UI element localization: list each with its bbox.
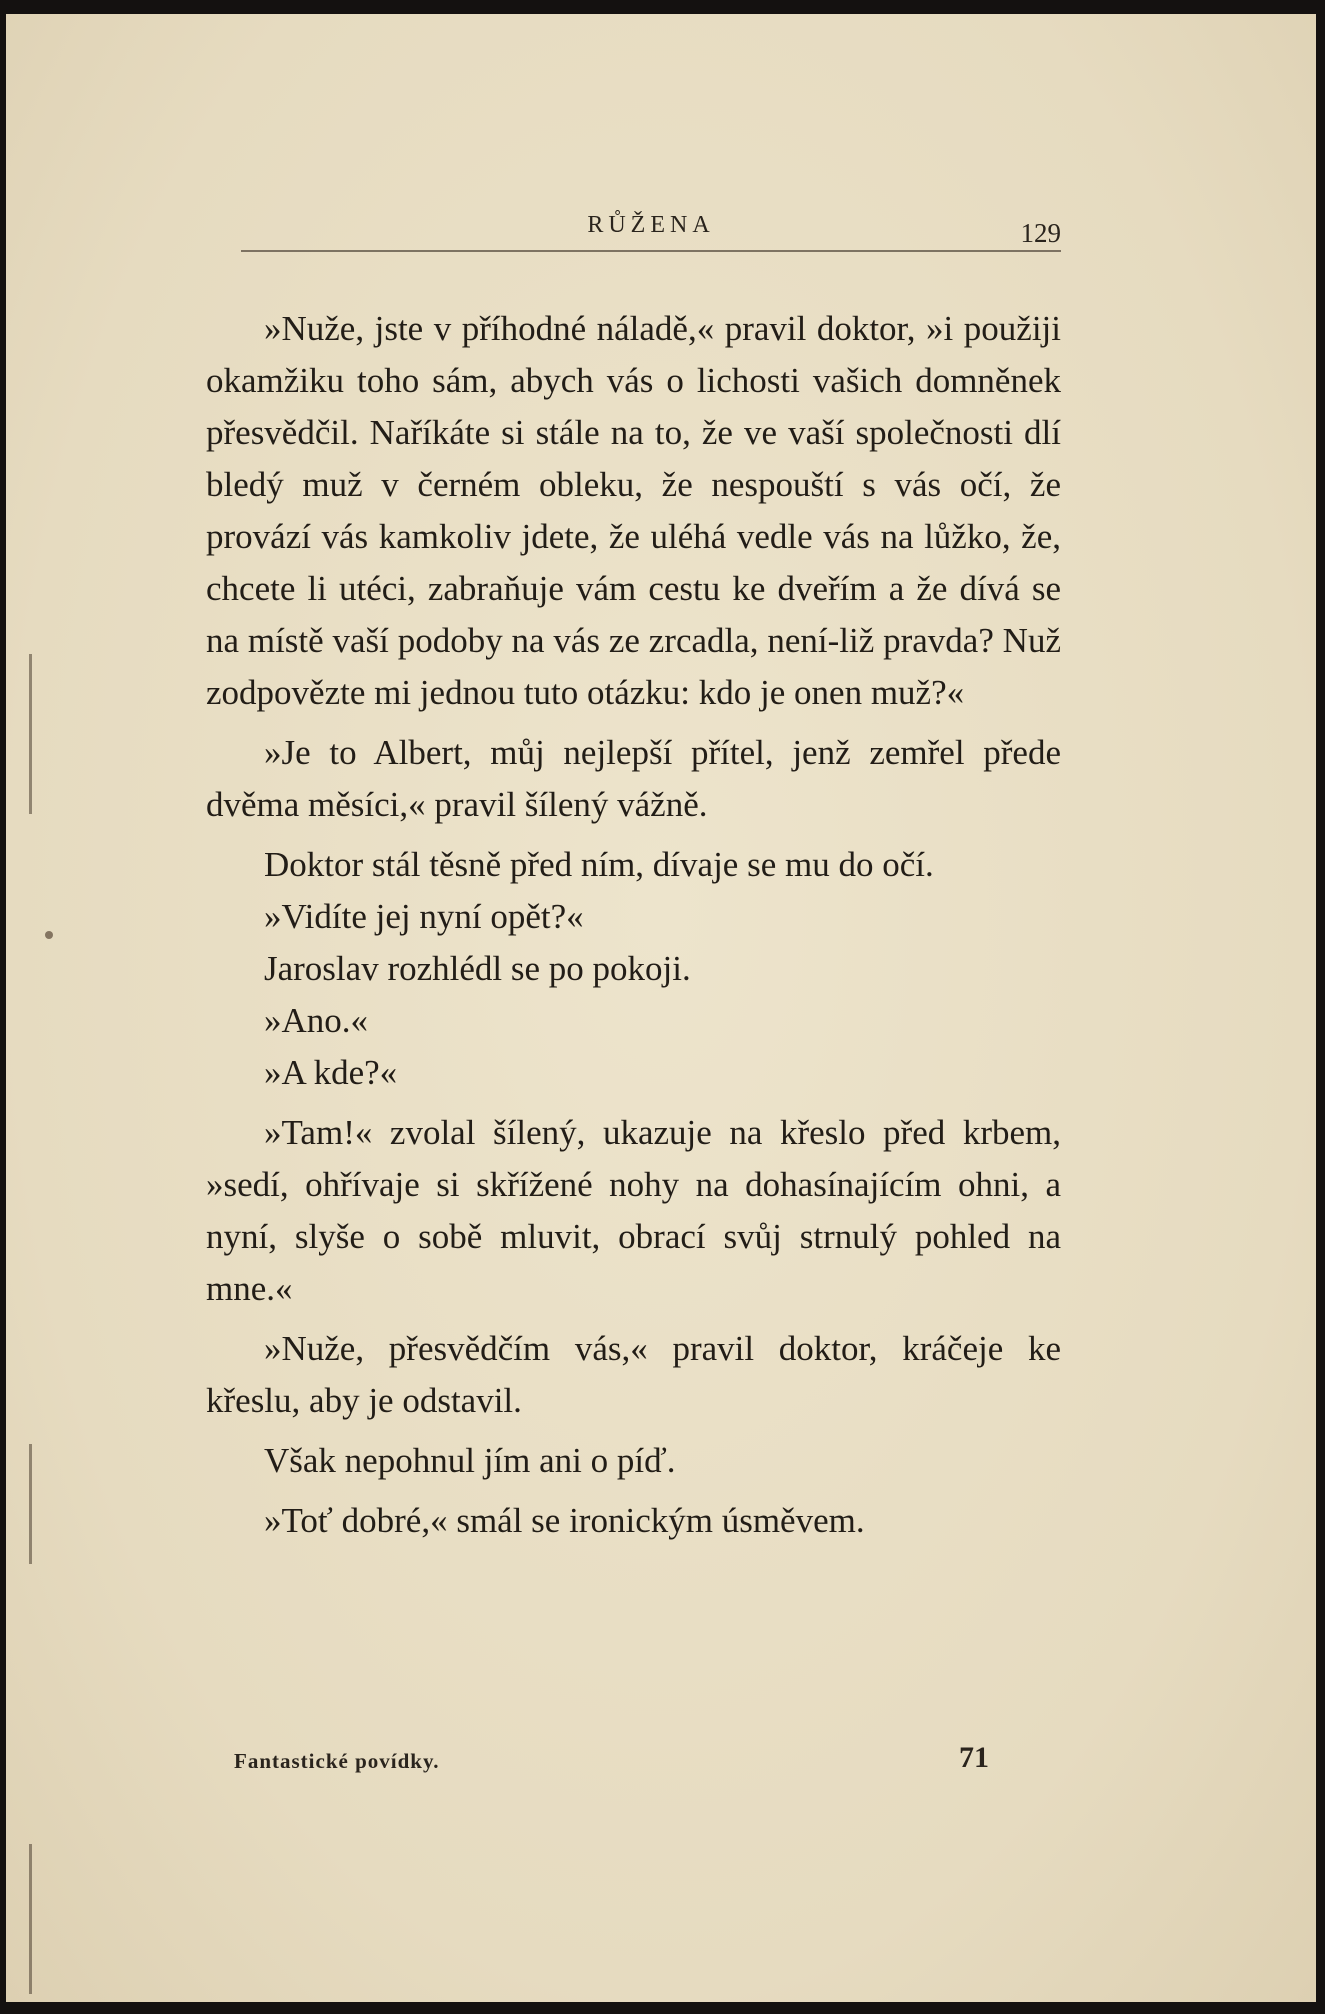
paragraph: Však nepohnul jím ani o píď. xyxy=(264,1441,676,1480)
paragraph: »Toť dobré,« smál se ironickým úsměvem. xyxy=(264,1501,865,1540)
gutter-dot xyxy=(45,931,53,939)
paragraph: Jaroslav rozhlédl se po pokoji. xyxy=(264,949,691,988)
page-number: 129 xyxy=(1020,218,1061,248)
gutter-mark xyxy=(29,1844,32,1994)
body-text xyxy=(206,303,1061,1547)
footer-book-title: Fantastické povídky. xyxy=(234,1749,440,1773)
signature-mark: 71 xyxy=(959,1741,989,1774)
running-header xyxy=(241,212,1061,256)
running-title: RŮŽENA xyxy=(587,212,715,238)
paragraph: Doktor stál těsně před ním, dívaje se mu do očí. xyxy=(264,845,934,884)
paragraph: »Nuže, jste v příhodné náladě,« pravil doktor, »i použiji okamžiku toho sám, abych vás o lichosti vašich domněnek přesvědčil. Naříkáte si stále na to, že ve vaší společnosti dlí bledý muž v černém obleku, že nespouští s vás očí, že provází vás kamkoliv jdete, že uléhá vedle vás na lůžko, že, chcete li utéci, zabraňuje vám cestu ke dveřím a že dívá se na místě vaší podoby na vás ze zrcadla, není-liž pravda? Nuž zodpovězte mi jednou tuto otázku: kdo je onen muž?« xyxy=(206,309,1061,712)
paragraph: »A kde?« xyxy=(264,1053,398,1092)
header-rule xyxy=(241,250,1061,252)
paragraph: »Ano.« xyxy=(264,1001,369,1040)
page-footer xyxy=(234,1741,989,1781)
paragraph: »Je to Albert, můj nejlepší přítel, jenž zemřel přede dvěma měsíci,« pravil šílený vážně. xyxy=(206,733,1061,824)
paragraph: »Nuže, přesvědčím vás,« pravil doktor, kráčeje ke křeslu, aby je odstavil. xyxy=(206,1329,1061,1420)
book-page xyxy=(6,14,1316,2002)
paragraph: »Tam!« zvolal šílený, ukazuje na křeslo před krbem, »sedí, ohřívaje si skřížené nohy na dohasínajícím ohni, a nyní, slyše o sobě mluvit, obrací svůj strnulý pohled na mne.« xyxy=(206,1113,1061,1308)
gutter-mark xyxy=(29,1444,32,1564)
gutter-mark xyxy=(29,654,32,814)
paragraph: »Vidíte jej nyní opět?« xyxy=(264,897,584,936)
